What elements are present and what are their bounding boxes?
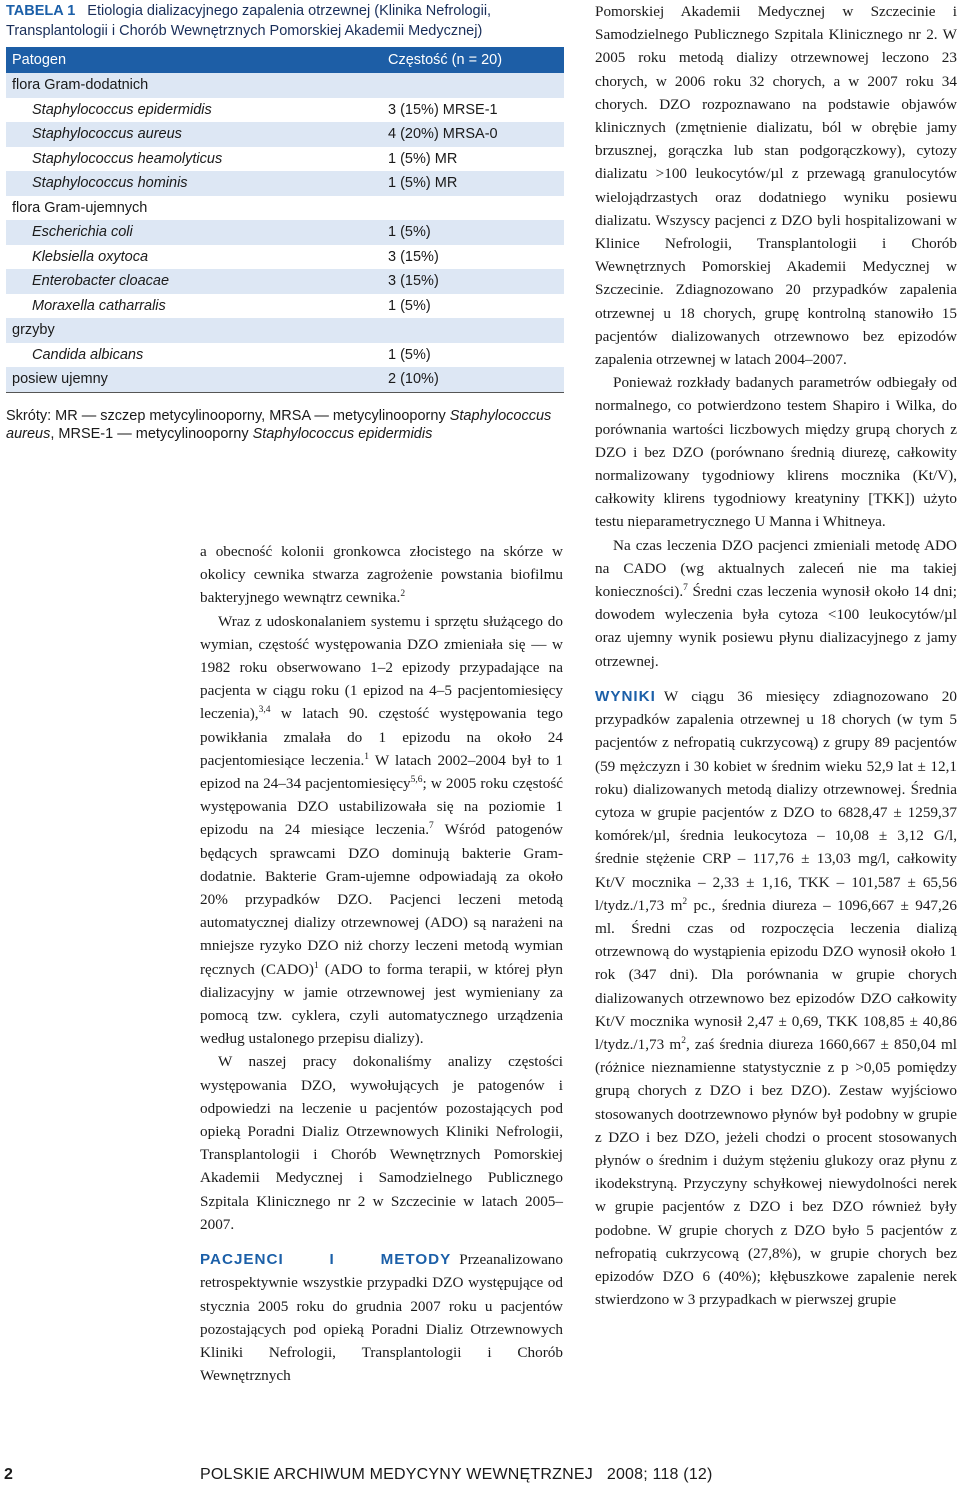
superscript: 2 <box>681 1035 686 1046</box>
table-row-organism <box>6 269 564 294</box>
pathogen-name: Escherichia coli <box>6 220 384 245</box>
pathogen-name: Staphylococcus aureus <box>6 122 384 147</box>
table-row-group <box>6 367 564 392</box>
citation-ref: 7 <box>429 821 434 832</box>
footnote-text-2: , MRSE-1 — metycylinooporny <box>50 425 253 442</box>
citation-ref: 7 <box>683 583 688 594</box>
footnote-italic-1: Staphylococcus aureus <box>6 407 552 442</box>
pathogen-frequency: 3 (15%) MRSE-1 <box>388 101 498 118</box>
pathogen-name: grzyby <box>6 318 384 343</box>
footnote-text-1: Skróty: MR — szczep metycylinooporny, MRSA — metycylinooporny <box>6 407 450 424</box>
results-heading: WYNIKI <box>595 687 656 705</box>
citation-ref: 1 <box>314 960 319 971</box>
page-number: 2 <box>4 1466 13 1483</box>
pathogen-name: Staphylococcus epidermidis <box>32 101 212 118</box>
pathogen-frequency: 3 (15%) <box>384 269 564 294</box>
pathogen-frequency: 2 (10%) <box>384 367 564 392</box>
table-row-organism <box>6 245 564 270</box>
pathogen-name: Candida albicans <box>32 346 144 363</box>
pathogen-name: Moraxella catharralis <box>32 297 166 314</box>
citation-ref: 2 <box>400 589 406 600</box>
header-pathogen: Patogen <box>6 47 384 73</box>
table-row-organism <box>6 171 564 196</box>
middle-column <box>200 540 563 1387</box>
methods-heading: PACJENCI I METODY <box>200 1251 452 1269</box>
table-row-group <box>6 318 564 343</box>
table-row-organism <box>6 220 564 245</box>
pathogen-frequency: 1 (5%) <box>384 220 564 245</box>
table-row-group <box>6 196 564 221</box>
pathogen-name: Staphylococcus heamolyticus <box>32 150 223 167</box>
table-row-organism <box>6 147 564 172</box>
pathogen-name: flora Gram-dodatnich <box>6 73 384 98</box>
pathogen-frequency: 3 (15%) <box>388 248 439 265</box>
pathogen-name: Staphylococcus hominis <box>6 171 384 196</box>
pathogen-frequency: 1 (5%) MR <box>384 171 564 196</box>
table-row-organism <box>6 98 564 123</box>
mid-paragraph-1: a obecność kolonii gronkowca złocistego na skórze w okolicy cewnika stwarza zagrożenie powstania biofilmu bakteryjnego wewnątrz cewnika.$^2$ <box>200 543 563 607</box>
pathogen-frequency: 1 (5%) <box>388 346 431 363</box>
superscript: 2 <box>682 896 688 907</box>
right-column <box>595 0 957 1311</box>
pathogen-name: posiew ujemny <box>6 367 384 392</box>
table-caption <box>6 1 564 41</box>
table-row-organism <box>6 122 564 147</box>
methods-section <box>200 1248 563 1387</box>
table-label: TABELA 1 <box>6 3 76 19</box>
pathogen-frequency <box>384 73 564 98</box>
right-paragraph-2: Ponieważ rozkłady badanych parametrów odbiegały od normalnego, co potwierdzono testem Shapiro i Wilka, do porównania wartości liczbowych między grupą chorych z DZO i bez DZO (porównano średnią diurezę, całkowity normalizowany tygodniowy klirens mocznika (Kt/V), całkowity klirens tygodniowy kreatyniny [TKK]) użyto testu nieparametrycznego U Manna i Whitneya. <box>595 374 957 531</box>
pathogen-table <box>6 47 564 393</box>
methods-text: Przeanalizowano retrospektywnie wszystkie przypadki DZO występujące od stycznia 2005 roku do grudnia 2007 roku u pacjentów pozostających pod opieką Poradni Dializ Otrzewnowych Kliniki Nefrologii, Transplantologii i Chorób Wewnętrznych <box>200 1251 563 1385</box>
journal-title: POLSKIE ARCHIWUM MEDYCYNY WEWNĘTRZNEJ 2008; 118 (12) <box>200 1466 713 1483</box>
pathogen-name: Klebsiella oxytoca <box>32 248 149 265</box>
pathogen-frequency <box>384 318 564 343</box>
pathogen-frequency: 4 (20%) MRSA-0 <box>384 122 564 147</box>
results-section: WYNIKI W ciągu 36 miesięcy zdiagnozowano 20 przypadków zapalenia otrzewnej u 18 chorych (w tym 5 pacjentów z nefropatią cukrzycową) z grupy 89 pacjentów (59 mężczyzn i 30 kobiet w średnim wieku 52,9 lat ± 12,1 roku) dializowanych metodą dializy otrzewnowej. Średnia cytoza w grupie pacjentów z DZO to 6828,47 ± 1259,37 komórek/µl, średnia leukocytoza – 10,08 ± 3,12 G/l, średnie stężenie CRP – 117,76 ± 13,03 mg/l, całkowity Kt/V mocznika – 2,33 ± 1,16, TKK – 101,587 ± 65,56 l/tydz./1,73 $m^2$ pc., średnia diureza – 1096,667 ± 947,26 ml. Średni czas od rozpoczęcia leczenia dializą otrzewnową do wystąpienia epizodu DZO wynosił około 1 rok (347 dni). Dla porównania w grupie chorych dializowanych otrzewnowo bez epizodów DZO całkowity Kt/V mocznika wynosił 2,47 ± 0,69, TKK 108,85 ± 40,86 l/tydz./1,73 $m^2$, zaś średnia diureza 1660,667 ± 850,04 ml (różnice nieznamienne statystycznie z p >0,05 pomiędzy grupą chorych z DZO i bez DZO). Zestaw wyjściowo stosowanych dootrzewnowo płynów był podobny w grupie z DZO i bez DZO, jeżeli chodzi o procent stosowanych płynów o średnim i dużym stężeniu glukozy oraz płynu z ikodekstryną. Przyczyny schyłkowej niewydolności nerek w grupie pacjentów z DZO i bez DZO również były podobne. W grupie chorych z DZO było 5 pacjentów z nefropatią cukrzycową (27,8%), w grupie chorych bez epizodów DZO 6 (40%); kłębuszkowe zapalenie nerek stwierdzono w 3 przypadkach w pierwszej grupie <box>595 687 958 1309</box>
citation-ref: 5,6 <box>410 775 423 786</box>
table-footnote <box>6 407 564 443</box>
citation-ref: 3,4 <box>258 705 271 716</box>
pathogen-frequency: 1 (5%) MR <box>388 150 458 167</box>
table-title: Etiologia dializacyjnego zapalenia otrzewnej (Klinika Nefrologii, Transplantologii i Chorób Wewnętrznych Pomorskiej Akademii Medycznej) <box>6 3 492 39</box>
table-1 <box>6 0 564 443</box>
table-row-group <box>6 73 564 98</box>
pathogen-frequency <box>384 196 564 221</box>
citation-ref: 1 <box>364 751 369 762</box>
right-paragraph-1: Pomorskiej Akademii Medycznej w Szczecinie i Samodzielnego Publicznego Szpitala Klinicznego nr 2. W 2005 roku metodą dializy otrzewnowej leczono 23 chorych, w 2006 roku 32 chorych, a w 2007 roku 34 chorych. DZO rozpoznawano na podstawie objawów klinicznych (zmętnienie dializatu, ból w obrębie jamy brzusznej, gorączka lub stan podgorączkowy), cytozy dializatu >100 leukocytów/µl z przewagą granulocytów wielojądrzastych oraz dodatniego wyniku posiewu dializatu. Wszyscy pacjenci z DZO byli hospitalizowani w Klinice Nefrologii, Transplantologii i Chorób Wewnętrznych Pomorskiej Akademii Medycznej w Szczecinie. Zdiagnozowano 20 przypadków zapalenia otrzewnej u 18 chorych, grupę kontrolną stanowiło 15 pacjentów dializowanych otrzewnowo bez epizodów zapalenia otrzewnej w latach 2004–2007. <box>595 3 957 369</box>
table-row-organism <box>6 343 564 368</box>
header-frequency: Częstość (n = 20) <box>384 47 564 73</box>
table-row-organism <box>6 294 564 319</box>
mid-paragraph-3: W naszej pracy dokonaliśmy analizy częstości występowania DZO, wywołujących je patogenów i odpowiedzi na leczenie u pacjentów pozostających pod opieką Poradni Dializ Otrzewnowych Kliniki Nefrologii, Transplantologii i Chorób Wewnętrznych Pomorskiej Akademii Medycznej i Samodzielnego Publicznego Szpitala Klinicznego nr 2 w Szczecinie w latach 2005–2007. <box>200 1053 563 1233</box>
mid-paragraph-2: Wraz z udoskonalaniem systemu i sprzętu służącego do wymian, częstość występowania DZO zmieniała się — w 1982 roku obserwowano 1–2 epizody przypadające na pacjenta w ciągu roku (1 epizod na 4–5 pacjentomiesięcy leczenia),$^{3,4}$ w latach 90. częstość występowania tego powikłania zmalała do 1 epizodu na około 24 pacjentomiesiące leczenia.$^1$ W latach 2002–2004 był to 1 epizod na 24–34 pacjentomiesięcy$^{5,6}$; w 2005 roku częstość występowania DZO ustabilizowała się na poziomie 1 epizodu na 24 miesiące leczenia.$^7$ Wśród patogenów będących sprawcami DZO dominują bakterie Gram-dodatnie. Bakterie Gram-ujemne odpowiadają za około 20% przypadków DZO. Pacjenci leczeni metodą automatycznej dializy otrzewnowej (ADO) są narażeni na mniejsze ryzyko DZO niż chorzy leczeni metodą wymian ręcznych (CADO)$^1$ (ADO to forma terapii, w której płyn dializacyjny w jamie otrzewnowej jest wymieniany za pomocą tzw. cyklera, czyli automatycznego urządzenia według ustalonego przepisu dializy). <box>200 612 564 1048</box>
footnote-italic-2: Staphylococcus epidermidis <box>252 425 433 442</box>
pathogen-frequency: 1 (5%) <box>388 297 431 314</box>
table-header-row <box>6 47 564 73</box>
right-paragraph-3: Na czas leczenia DZO pacjenci zmieniali metodę ADO na CADO (wg aktualnych zaleceń nie ma takiej konieczności).$^7$ Średni czas leczenia wynosił około 14 dni; dowodem wyleczenia była cytoza <100 leukocytów/µl oraz ujemny wynik posiewu płynu dializacyjnego z jamy otrzewnej. <box>595 536 957 670</box>
pathogen-name: flora Gram-ujemnych <box>12 199 148 216</box>
pathogen-name: Enterobacter cloacae <box>6 269 384 294</box>
